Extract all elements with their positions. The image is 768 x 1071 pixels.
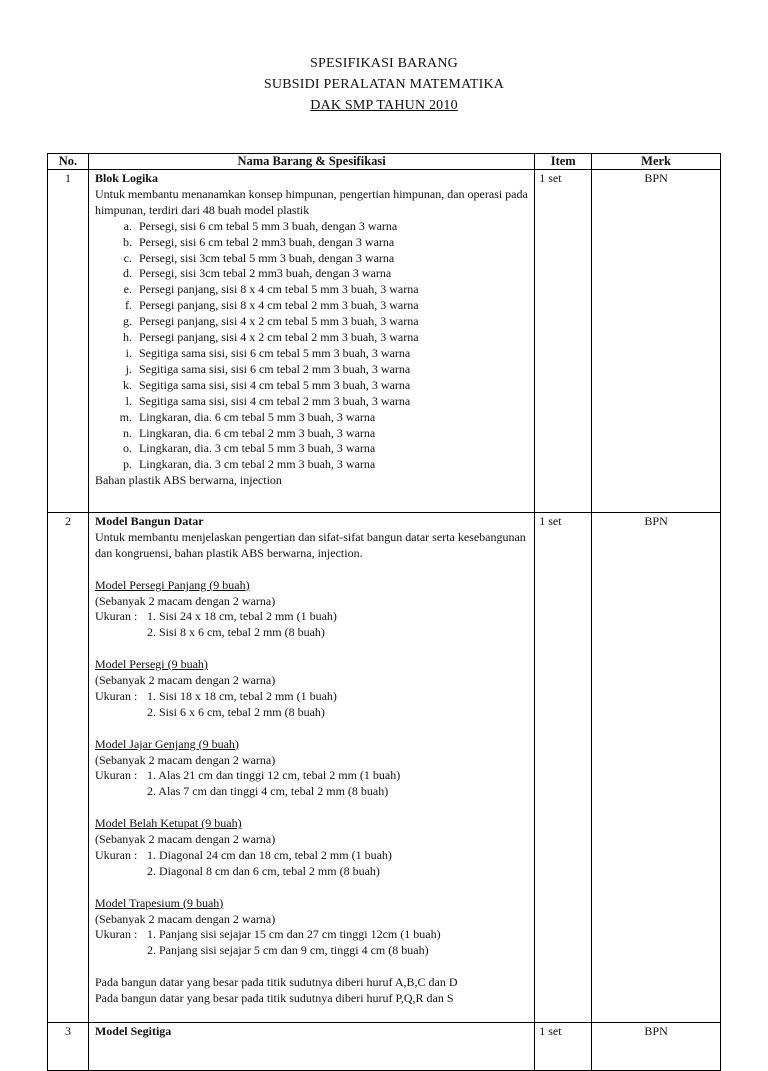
list-text: Segitiga sama sisi, sisi 6 cm tebal 2 mm 3 buah, 3 warna	[138, 361, 411, 376]
list-item	[95, 378, 530, 394]
group-heading: Model Persegi Panjang (9 buah)	[94, 577, 250, 592]
row-merk: BPN	[592, 170, 721, 513]
size-1: 1. Panjang sisi sejajar 15 cm dan 27 cm tinggi 12cm (1 buah)	[146, 927, 441, 942]
list-marker: d.	[122, 266, 132, 281]
group-note: (Sebanyak 2 macam dengan 2 warna)	[94, 911, 276, 926]
size-2: 2. Diagonal 8 cm dan 6 cm, tebal 2 mm (8 buah)	[146, 863, 380, 878]
list-marker: a.	[123, 218, 132, 233]
list-marker: j.	[125, 361, 132, 376]
list-text: Lingkaran, dia. 3 cm tebal 2 mm 3 buah, 3 warna	[138, 457, 376, 472]
list-item	[95, 394, 530, 410]
row-number: 2	[48, 513, 89, 1023]
list-marker: h.	[122, 330, 132, 345]
list-marker: f.	[124, 298, 132, 313]
size-label: Ukuran :	[94, 768, 138, 783]
list-item	[95, 441, 530, 457]
list-marker: o.	[122, 441, 132, 456]
list-marker: k.	[122, 377, 132, 392]
row-item: 1 set	[535, 1023, 592, 1071]
group-note: (Sebanyak 2 macam dengan 2 warna)	[94, 673, 276, 688]
list-item	[95, 298, 530, 314]
header-merk: Merk	[592, 154, 721, 170]
list-item	[95, 282, 530, 298]
header-no: No.	[48, 154, 89, 170]
size-1: 1. Alas 21 cm dan tinggi 12 cm, tebal 2 mm (1 buah)	[146, 768, 401, 783]
list-text: Persegi, sisi 3cm tebal 5 mm 3 buah, dengan 3 warna	[138, 250, 395, 265]
list-marker: g.	[122, 314, 132, 329]
list-marker: i.	[125, 345, 132, 360]
list-text: Persegi, sisi 6 cm tebal 2 mm3 buah, dengan 3 warna	[138, 234, 395, 249]
list-text: Persegi panjang, sisi 4 x 2 cm tebal 2 mm 3 buah, 3 warna	[138, 330, 419, 345]
group-heading: Model Trapesium (9 buah)	[94, 895, 224, 910]
size-label: Ukuran :	[94, 847, 138, 862]
size-1: 1. Sisi 24 x 18 cm, tebal 2 mm (1 buah)	[146, 609, 337, 624]
list-marker: m.	[119, 409, 132, 424]
item-description: Untuk membantu menanamkan konsep himpunan, pengertian himpunan, dan operasi pada himpunan, terdiri dari 48 buah model plastik	[94, 186, 528, 217]
size-label: Ukuran :	[94, 688, 138, 703]
group-heading: Model Jajar Genjang (9 buah)	[94, 736, 239, 751]
size-1: 1. Sisi 18 x 18 cm, tebal 2 mm (1 buah)	[146, 688, 337, 703]
size-2: 2. Sisi 8 x 6 cm, tebal 2 mm (8 buah)	[146, 625, 325, 640]
row-item: 1 set	[535, 170, 592, 513]
size-2: 2. Alas 7 cm dan tinggi 4 cm, tebal 2 mm (8 buah)	[146, 784, 389, 799]
spec-table	[47, 153, 721, 1071]
list-item	[95, 346, 530, 362]
list-item	[95, 266, 530, 282]
row-item: 1 set	[535, 513, 592, 1023]
list-text: Persegi panjang, sisi 8 x 4 cm tebal 5 mm 3 buah, 3 warna	[138, 282, 419, 297]
list-text: Segitiga sama sisi, sisi 6 cm tebal 5 mm 3 buah, 3 warna	[138, 345, 411, 360]
material-note: Bahan plastik ABS berwarna, injection	[94, 473, 282, 488]
list-item	[95, 362, 530, 378]
list-text: Lingkaran, dia. 6 cm tebal 2 mm 3 buah, 3 warna	[138, 425, 376, 440]
group-heading: Model Persegi (9 buah)	[94, 657, 208, 672]
table-row	[48, 513, 721, 1023]
size-2: 2. Panjang sisi sejajar 5 cm dan 9 cm, tinggi 4 cm (8 buah)	[146, 943, 429, 958]
group-heading: Model Belah Ketupat (9 buah)	[94, 816, 242, 831]
list-item	[95, 457, 530, 473]
title-line-2: SUBSIDI PERALATAN MATEMATIKA	[263, 77, 505, 92]
list-item	[95, 410, 530, 426]
title-line-1: SPESIFIKASI BARANG	[310, 56, 458, 71]
item-title: Model Bangun Datar	[94, 514, 204, 528]
list-marker: n.	[122, 425, 132, 440]
header-item: Item	[535, 154, 592, 170]
item-description: Untuk membantu menjelaskan pengertian dan sifat-sifat bangun datar serta kesebangunan dan kongruensi, bahan plastik ABS berwarna, injection.	[94, 529, 526, 560]
list-marker: p.	[122, 457, 132, 472]
list-text: Persegi, sisi 6 cm tebal 5 mm 3 buah, dengan 3 warna	[138, 218, 398, 233]
size-label: Ukuran :	[94, 609, 138, 624]
row-spec	[88, 1023, 534, 1071]
list-text: Segitiga sama sisi, sisi 4 cm tebal 5 mm 3 buah, 3 warna	[138, 377, 411, 392]
list-item	[95, 330, 530, 346]
list-item	[95, 314, 530, 330]
list-item	[95, 426, 530, 442]
list-text: Persegi panjang, sisi 8 x 4 cm tebal 2 mm 3 buah, 3 warna	[138, 298, 419, 313]
list-marker: l.	[125, 393, 132, 408]
list-text: Segitiga sama sisi, sisi 4 cm tebal 2 mm 3 buah, 3 warna	[138, 393, 411, 408]
list-item	[95, 235, 530, 251]
size-2: 2. Sisi 6 x 6 cm, tebal 2 mm (8 buah)	[146, 704, 325, 719]
row-merk: BPN	[592, 1023, 721, 1071]
item-title: Blok Logika	[94, 171, 158, 185]
list-marker: b.	[122, 234, 132, 249]
group-note: (Sebanyak 2 macam dengan 2 warna)	[94, 752, 276, 767]
closing-note-1: Pada bangun datar yang besar pada titik sudutnya diberi huruf A,B,C dan D	[94, 975, 458, 990]
row-spec	[88, 513, 534, 1023]
list-text: Persegi panjang, sisi 4 x 2 cm tebal 5 mm 3 buah, 3 warna	[138, 314, 419, 329]
header-name: Nama Barang & Spesifikasi	[88, 154, 534, 170]
list-text: Lingkaran, dia. 6 cm tebal 5 mm 3 buah, 3 warna	[138, 409, 376, 424]
row-number: 3	[48, 1023, 89, 1071]
size-label: Ukuran :	[94, 927, 138, 942]
group-note: (Sebanyak 2 macam dengan 2 warna)	[94, 832, 276, 847]
item-title: Model Segitiga	[94, 1024, 172, 1038]
list-item	[95, 251, 530, 267]
group-note: (Sebanyak 2 macam dengan 2 warna)	[94, 593, 276, 608]
list-marker: c.	[123, 250, 132, 265]
list-text: Persegi, sisi 3cm tebal 2 mm3 buah, dengan 3 warna	[138, 266, 392, 281]
row-number: 1	[48, 170, 89, 513]
list-text: Lingkaran, dia. 3 cm tebal 5 mm 3 buah, 3 warna	[138, 441, 376, 456]
list-marker: e.	[123, 282, 132, 297]
row-spec	[88, 170, 534, 513]
document-title	[0, 53, 768, 116]
title-line-3: DAK SMP TAHUN 2010	[310, 98, 458, 113]
table-row	[48, 1023, 721, 1071]
table-header-row	[48, 154, 721, 170]
size-1: 1. Diagonal 24 cm dan 18 cm, tebal 2 mm (1 buah)	[146, 847, 392, 862]
list-item	[95, 219, 530, 235]
sub-item-list	[95, 219, 530, 474]
row-merk: BPN	[592, 513, 721, 1023]
closing-note-2: Pada bangun datar yang besar pada titik sudutnya diberi huruf P,Q,R dan S	[94, 991, 454, 1006]
table-row	[48, 170, 721, 513]
